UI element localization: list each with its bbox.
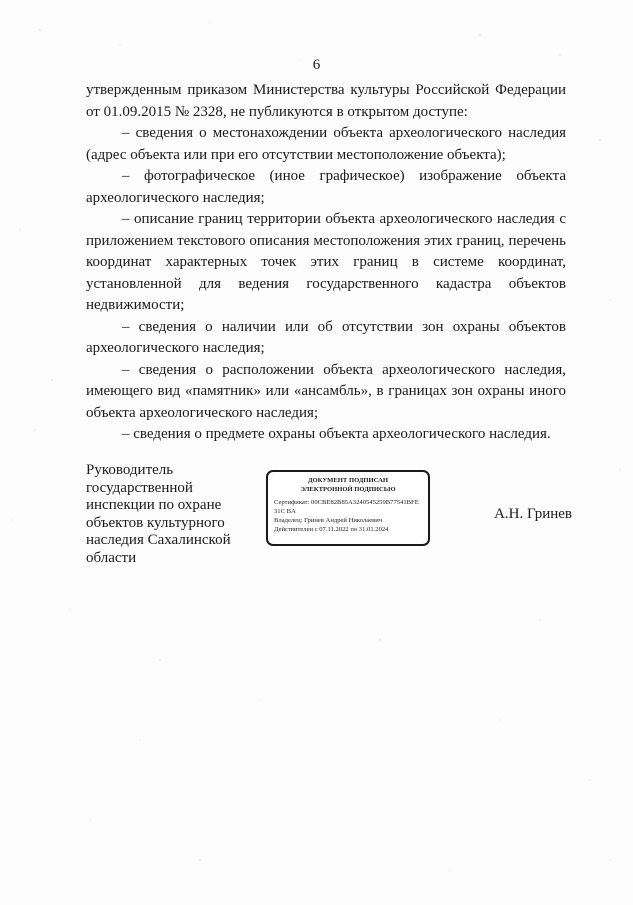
signatory-position: [86, 462, 246, 567]
stamp-certificate: Сертификат: 00CBE82B85A3240545259B77541BFE31C BA: [274, 499, 419, 515]
paragraph: – сведения о расположении объекта археологического наследия, имеющего вид «памятник» или «ансамбль», в границах зон охраны иного объекта археологического наследия;: [86, 361, 566, 421]
body-text: [86, 80, 566, 446]
paragraph: – фотографическое (иное графическое) изображение объекта археологического наследия;: [86, 168, 566, 206]
paragraph: – сведения о наличии или об отсутствии зон охраны объектов археологического наследия;: [86, 318, 566, 356]
paragraph: – сведения о местонахождении объекта археологического наследия (адрес объекта или при его отсутствии местоположение объекта);: [86, 125, 566, 163]
stamp-title: [274, 477, 422, 494]
signatory-position-line: инспекции по охране: [86, 497, 222, 513]
stamp-title-line2: ЭЛЕКТРОННОЙ ПОДПИСЬЮ: [300, 485, 396, 493]
paragraph: – описание границ территории объекта археологического наследия с приложением текстового описания местоположения этих границ, перечень координат характерных точек этих границ в системе координат, установленной для ведения государственного кадастра объектов недвижимости;: [86, 211, 566, 313]
signatory-position-line: области: [86, 549, 137, 566]
signature-block: [86, 462, 572, 572]
signatory-position-line: объектов культурного: [86, 514, 225, 531]
paragraph: утвержденным приказом Министерства культуры Российской Федерации от 01.09.2015 № 2328, не публикуются в открытом доступе:: [86, 82, 566, 120]
signatory-position-line: наследия Сахалинской: [86, 532, 231, 548]
signatory-position-line: государственной: [86, 479, 193, 496]
signatory-name: А.Н. Гринев: [494, 506, 572, 522]
paragraph: – сведения о предмете охраны объекта археологического наследия.: [122, 426, 551, 442]
signatory-position-line: Руководитель: [86, 462, 174, 478]
stamp-validity: Действителен с 07.11.2022 по 31.01.2024: [274, 526, 389, 533]
electronic-signature-stamp: [266, 470, 430, 546]
stamp-owner: Владелец: Гринев Андрей Николаевич: [274, 517, 383, 524]
page-number: 6: [312, 57, 321, 73]
stamp-title-line1: ДОКУМЕНТ ПОДПИСАН: [308, 477, 388, 484]
